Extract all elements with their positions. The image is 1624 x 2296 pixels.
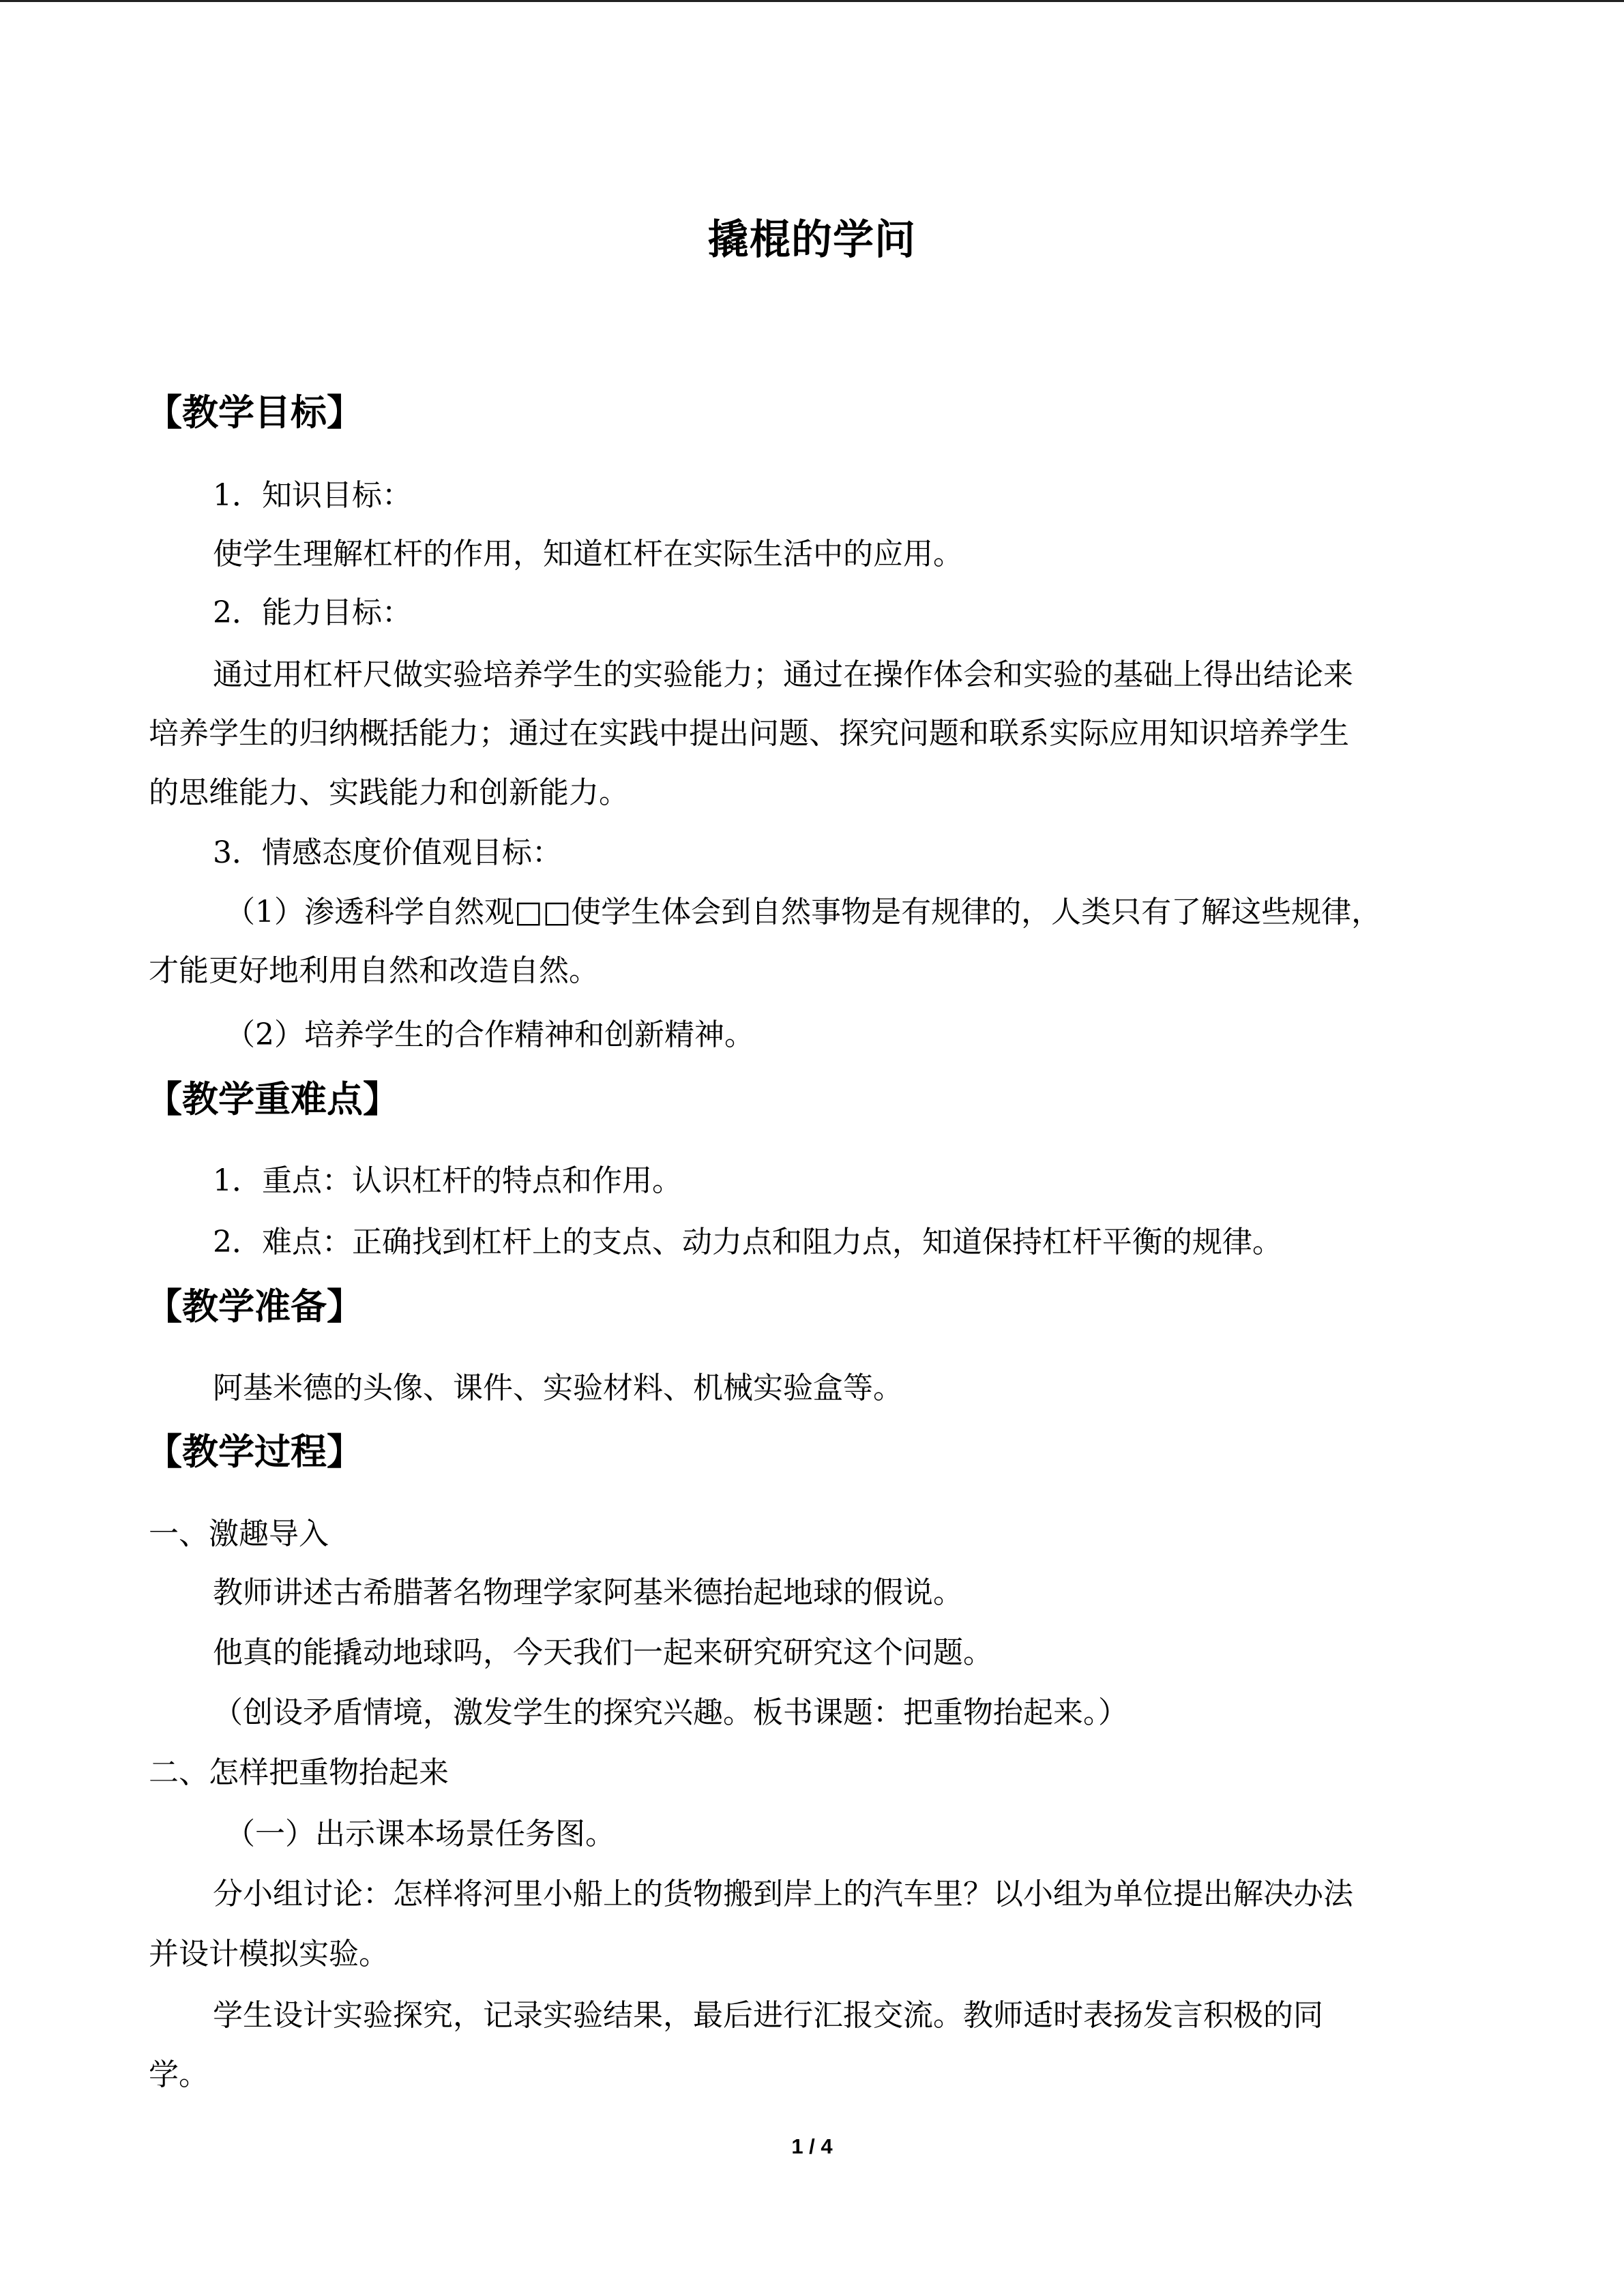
ability-goal-label: 2．能力目标： <box>213 595 412 630</box>
preparation-text: 阿基米德的头像、课件、实验材料、机械实验盒等。 <box>213 1371 903 1405</box>
process-part-1-line-2: 他真的能撬动地球吗，今天我们一起来研究研究这个问题。 <box>213 1635 993 1670</box>
emotion-goal-item-1-line-2: 才能更好地利用自然和改造自然。 <box>149 953 599 988</box>
process-part-2-line-2: 并设计模拟实验。 <box>149 1937 389 1971</box>
process-part-1-line-1: 教师讲述古希腊著名物理学家阿基米德抬起地球的假说。 <box>213 1575 963 1610</box>
process-part-1-title: 一、激趣导入 <box>149 1517 329 1551</box>
knowledge-goal-label: 1．知识目标： <box>213 478 412 513</box>
section-heading-process: 【教学过程】 <box>146 1431 363 1473</box>
process-part-2-line-4: 学。 <box>149 2057 209 2092</box>
ability-goal-text-line-1: 通过用杠杆尺做实验培养学生的实验能力；通过在操作体会和实验的基础上得出结论来 <box>213 657 1353 692</box>
section-heading-goals: 【教学目标】 <box>146 392 363 434</box>
ability-goal-text-line-2: 培养学生的归纳概括能力；通过在实践中提出问题、探究问题和联系实际应用知识培养学生 <box>149 716 1349 751</box>
process-part-2-line-1: 分小组讨论：怎样将河里小船上的货物搬到岸上的汽车里？以小组为单位提出解决办法 <box>213 1877 1353 1911</box>
key-point-text: 1．重点：认识杠杆的特点和作用。 <box>213 1163 682 1198</box>
emotion-goal-label: 3．情感态度价值观目标： <box>213 835 562 870</box>
section-heading-key-points: 【教学重难点】 <box>146 1079 399 1120</box>
top-border-line <box>0 0 1624 2</box>
emotion-goal-item-1-line-1: （1）渗透科学自然观□□使学生体会到自然事物是有规律的，人类只有了解这些规律， <box>225 895 1382 929</box>
process-part-2-line-3: 学生设计实验探究，记录实验结果，最后进行汇报交流。教师适时表扬发言积极的同 <box>213 1998 1323 2033</box>
knowledge-goal-text: 使学生理解杠杆的作用，知道杠杆在实际生活中的应用。 <box>213 537 963 571</box>
process-part-2-title: 二、怎样把重物抬起来 <box>149 1755 449 1790</box>
emotion-goal-item-2: （2）培养学生的合作精神和创新精神。 <box>225 1017 754 1052</box>
section-heading-preparation: 【教学准备】 <box>146 1286 363 1328</box>
process-part-1-line-3: （创设矛盾情境，激发学生的探究兴趣。板书课题：把重物抬起来。） <box>213 1695 1128 1730</box>
difficult-point-text: 2．难点：正确找到杠杆上的支点、动力点和阻力点，知道保持杠杆平衡的规律。 <box>213 1225 1282 1259</box>
page-number: 1 / 4 <box>791 2134 833 2158</box>
process-part-2-subtitle-1: （一）出示课本场景任务图。 <box>225 1817 615 1851</box>
document-title: 撬棍的学问 <box>708 216 916 264</box>
ability-goal-text-line-3: 的思维能力、实践能力和创新能力。 <box>149 775 629 810</box>
